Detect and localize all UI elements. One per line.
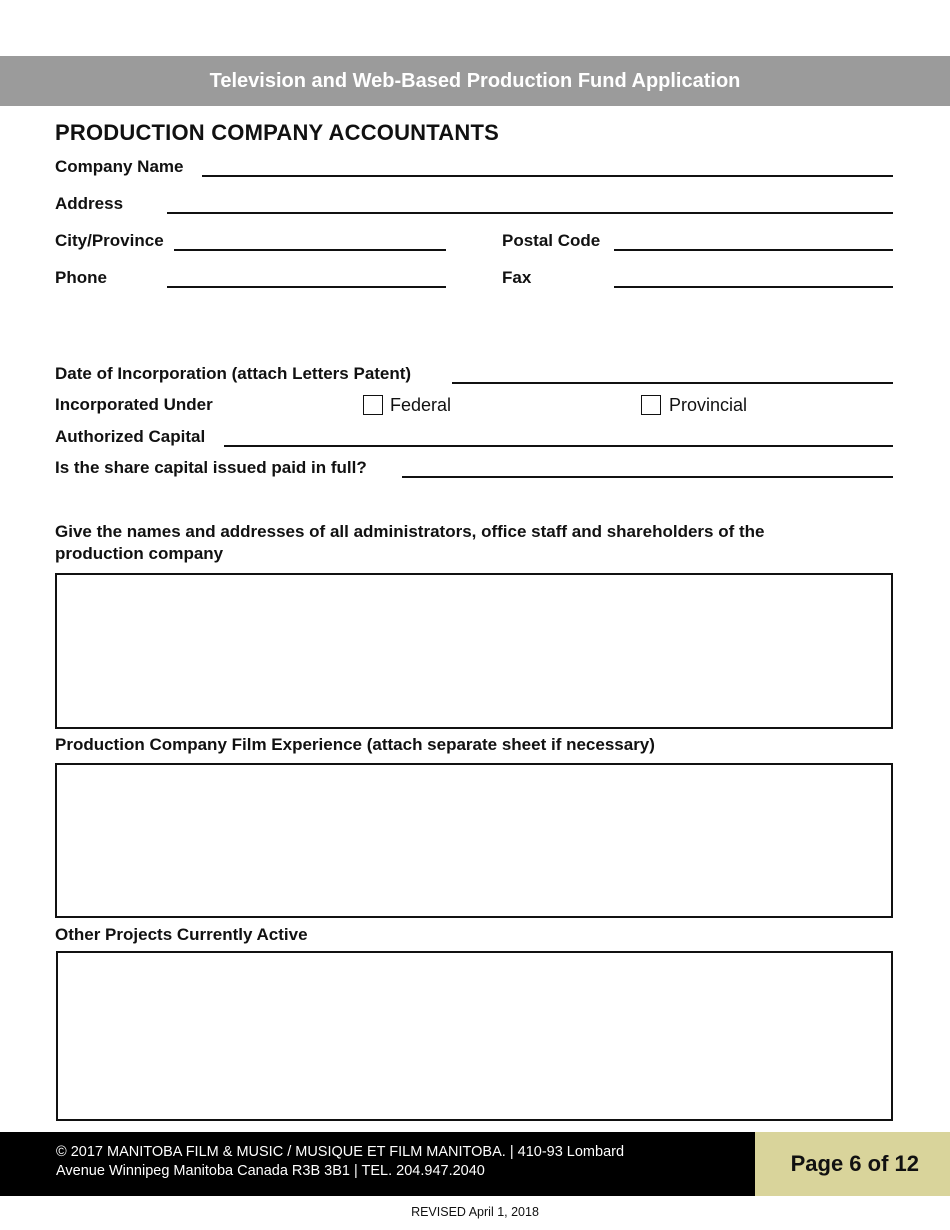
incorporated-under-label: Incorporated Under: [55, 395, 213, 414]
footer-copyright: [56, 1143, 706, 1181]
provincial-option-label: Provincial: [669, 395, 748, 415]
authorized-capital-input[interactable]: [224, 421, 897, 445]
form-title: Television and Web-Based Production Fund Application: [209, 70, 741, 92]
date-incorporation-field: [452, 382, 893, 384]
share-capital-field: [402, 476, 893, 478]
footer-line-2: Avenue Winnipeg Manitoba Canada R3B 3B1 | TEL. 204.947.2040: [56, 1163, 485, 1179]
film-experience-textarea[interactable]: [57, 765, 891, 916]
authorized-capital-label: Authorized Capital: [55, 427, 206, 446]
share-capital-label: Is the share capital issued paid in full?: [55, 458, 367, 477]
federal-checkbox[interactable]: [363, 395, 383, 415]
provincial-checkbox[interactable]: [641, 395, 661, 415]
postal-code-input[interactable]: [614, 225, 897, 249]
phone-field: [167, 286, 446, 288]
phone-input[interactable]: [167, 262, 450, 286]
fax-label: Fax: [502, 268, 532, 287]
address-label: Address: [55, 194, 124, 213]
company-name-label: Company Name: [55, 157, 184, 176]
authorized-capital-field: [224, 445, 893, 447]
city-province-input[interactable]: [174, 225, 450, 249]
postal-code-field: [614, 249, 893, 251]
page-number: Page 6 of 12: [790, 1151, 919, 1176]
film-experience-label: Production Company Film Experience (attach separate sheet if necessary): [55, 735, 655, 754]
other-projects-box: [56, 951, 893, 1121]
administrators-box: [55, 573, 893, 729]
date-incorporation-label: Date of Incorporation (attach Letters Patent): [55, 364, 412, 383]
administrators-textarea[interactable]: [57, 575, 891, 727]
city-province-field: [174, 249, 446, 251]
administrators-label-line1: Give the names and addresses of all administrators, office staff and shareholders of the: [55, 522, 765, 541]
federal-option-label: Federal: [390, 395, 452, 415]
date-incorporation-input[interactable]: [452, 358, 897, 382]
footer-line-1: © 2017 MANITOBA FILM & MUSIC / MUSIQUE ET FILM MANITOBA. | 410-93 Lombard: [56, 1144, 625, 1160]
city-province-label: City/Province: [55, 231, 164, 250]
revised-date: REVISED April 1, 2018: [411, 1205, 539, 1219]
phone-label: Phone: [55, 268, 107, 287]
section-title: PRODUCTION COMPANY ACCOUNTANTS: [55, 120, 499, 145]
fax-input[interactable]: [614, 262, 897, 286]
other-projects-textarea[interactable]: [58, 953, 891, 1119]
postal-code-label: Postal Code: [502, 231, 601, 250]
share-capital-input[interactable]: [402, 452, 897, 476]
other-projects-label: Other Projects Currently Active: [55, 925, 308, 944]
administrators-label-line2: production company: [55, 544, 224, 563]
fax-field: [614, 286, 893, 288]
address-field: [167, 212, 893, 214]
company-name-input[interactable]: [202, 151, 897, 175]
film-experience-box: [55, 763, 893, 918]
company-name-field: [202, 175, 893, 177]
address-input[interactable]: [167, 188, 897, 212]
